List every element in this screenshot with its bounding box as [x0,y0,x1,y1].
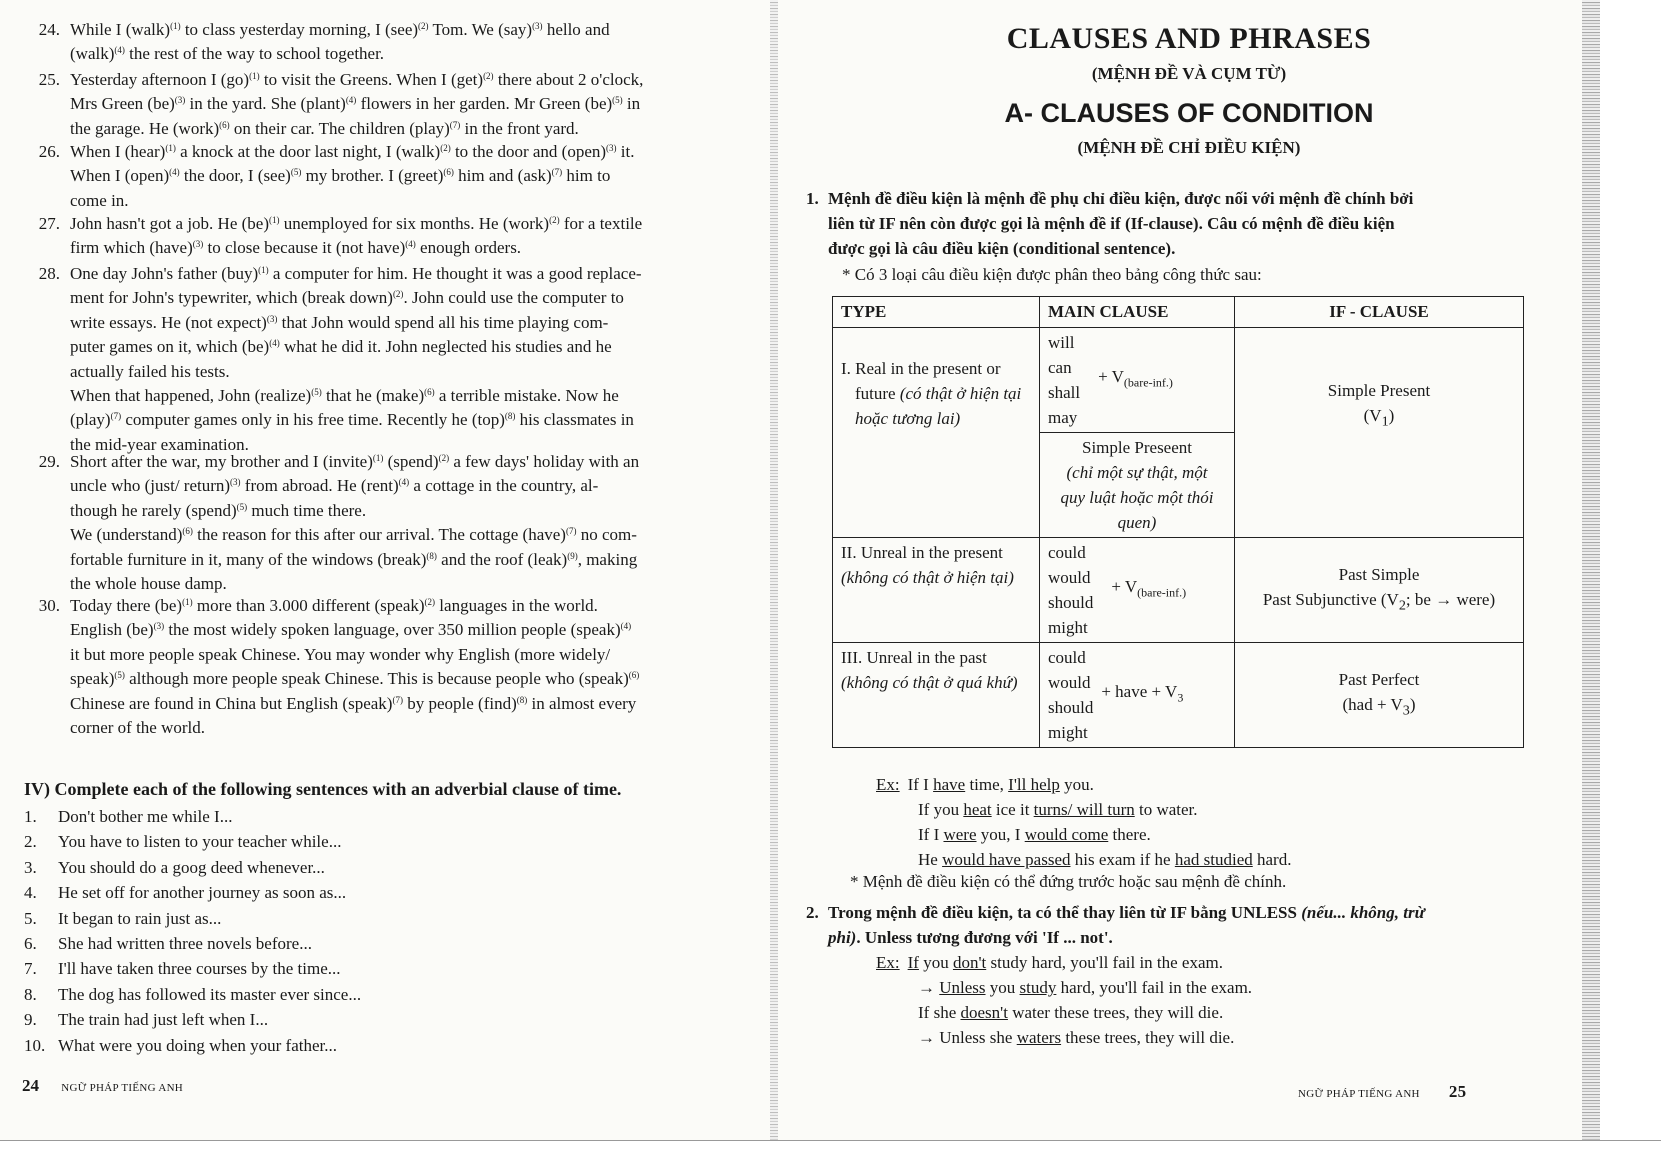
task-number: 9. [24,1010,37,1030]
modal-verb: could [1048,543,1086,562]
exercise-line: ment for John's typewriter, which (break down)$^{(2)}$. John could use the computer to [70,288,624,308]
if-clause-cell [1235,538,1524,643]
modal-list [1048,645,1093,745]
point-2-line: Trong mệnh đề điều kiện, ta có thể thay liên từ IF bằng UNLESS (nếu... không, trừ [828,903,1425,922]
example-line: If I were you, I would come there. [918,825,1151,844]
exercise-line: When I (hear)$^{(1)}$ a knock at the door last night, I (walk)$^{(2)}$ to the door and (open)$^{(3)}$ it. [70,142,635,161]
modal-list [1048,330,1080,430]
point-1-text [828,186,1528,261]
main-clause-cell [1040,433,1235,538]
footer-text: NGỮ PHÁP TIẾNG ANH [1298,1088,1420,1100]
task-item [24,982,724,1008]
exercise-line: come in. [70,190,129,210]
table-header-row [833,297,1524,328]
header-if-clause: IF - CLAUSE [1235,297,1524,328]
point-1-line: liên từ IF nên còn được gọi là mệnh đề if (If-clause). Câu có mệnh đề điều kiện [828,214,1395,233]
task-number: 1. [24,807,37,826]
left-page [0,0,778,1140]
page-number: 25 [1448,1082,1467,1101]
example-line: If you heat ice it turns/ will turn to water. [918,800,1198,819]
modal-verb: would [1048,568,1091,587]
modal-verb: might [1048,618,1088,637]
scan-bottom-strip [0,1140,1661,1170]
type-label-vi: (không có thật ở hiện tại) [841,568,1014,587]
examples-block-2 [876,950,1516,1050]
right-page [778,0,1600,1140]
exercise-line: the garage. He (work)$^{(6)}$ on their car. The children (play)$^{(7)}$ in the front yard. [70,118,579,138]
type-cell [833,538,1040,643]
page-edge [1582,0,1600,1140]
task-text: Don't bother me while I... [58,807,233,826]
type-label-vi: (không có thật ở quá khứ) [841,673,1018,692]
task-item [24,956,724,982]
verb-formula: + $V_{(bare-inf.)}$ [1098,367,1173,390]
task-text: He set off for another journey as soon as... [58,883,347,903]
task-number: 6. [24,934,37,953]
exercise-line: John hasn't got a job. He (be)$^{(1)}$ unemployed for six months. He (work)$^{(2)}$ for a textile [70,214,643,233]
type-label-cont: future (có thật ở hiện tại hoặc tương lai) [855,384,1022,428]
left-footer [22,1076,183,1096]
exercise-line: the mid-year examination. [70,434,249,454]
table-row [833,328,1524,433]
task-item [24,1033,724,1059]
modal-verb: should [1048,698,1094,717]
task-number: 5. [24,908,37,928]
modal-list [1048,540,1093,640]
type-label-vi: (có thật ở hiện tại hoặc tương lai) [855,384,1022,428]
if-clause-tense: Past Perfect [1338,669,1420,689]
modal-verb: could [1048,648,1086,667]
exercise-line: firm which (have)$^{(3)}$ to close because it (not have)$^{(4)}$ enough orders. [70,238,522,258]
exercise-line: the whole house damp. [70,574,227,594]
examples-lines [876,950,1516,1050]
example-line: He would have passed his exam if he had studied hard. [918,850,1292,869]
table-row [833,538,1524,643]
if-clause-cell [1235,328,1524,538]
header-type: TYPE [833,297,1040,328]
section-subtitle: A- CLAUSES OF CONDITION [1004,98,1374,128]
task-number: 2. [24,832,37,852]
exercise-line: When I (open)$^{(4)}$ the door, I (see)$^{(5)}$ my brother. I (greet)$^{(6)}$ him and (ask)$^{(7)}$ him to [70,166,611,186]
exercise-line: Yesterday afternoon I (go)$^{(1)}$ to visit the Greens. When I (get)$^{(2)}$ there about 2 o'clock, [70,70,644,89]
if-clause-form: Past Subjunctive ($V_2$; be → were) [1262,589,1496,614]
exercise-line: We (understand)$^{(6)}$ the reason for this after our arrival. The cottage (have)$^{(7)}$ no com- [70,525,637,545]
exercise-line: uncle who (just/ return)$^{(3)}$ from abroad. He (rent)$^{(4)}$ a cottage in the country, al- [70,476,599,496]
example-line: → Unless she waters these trees, they will die. [918,1028,1235,1047]
exercise-line: English (be)$^{(3)}$ the most widely spoken language, over 350 million people (speak)$^{(4)}$ [70,620,632,640]
point-1-line: được gọi là câu điều kiện (conditional sentence). [828,239,1176,258]
point-1 [806,186,1528,261]
point-2-line: phi). Unless tương đương với 'If ... not'. [828,928,1113,947]
exercise-line: While I (walk)$^{(1)}$ to class yesterday morning, I (see)$^{(2)}$ Tom. We (say)$^{(3)}$ hello and [70,20,610,39]
exercise-line: speak)$^{(5)}$ although more people speak Chinese. This is because people who (speak)$^{(6)}$ [70,669,640,689]
conditional-table [832,296,1524,748]
exercise-number: 25. [38,70,60,89]
task-item [24,804,724,830]
exercise-item [30,212,740,261]
exercise-item [30,68,740,141]
page-title-vi: (MỆNH ĐỀ VÀ CỤM TỪ) [1091,64,1287,83]
if-clause-tense: Simple Present [1327,381,1431,400]
exercise-line: though he rarely (spend)$^{(5)}$ much time there. [70,500,367,520]
exercise-line: One day John's father (buy)$^{(1)}$ a computer for him. He thought it was a good replace- [70,264,642,283]
exercise-number: 28. [38,264,60,283]
main-clause-tense-vi: (chỉ một sự thật, một quy luật hoặc một thói quen) [1060,463,1214,532]
type-label: II. Unreal in the present [841,543,1003,562]
task-text: The train had just left when I... [58,1010,269,1030]
exercise-number: 27. [38,214,60,233]
page-number: 24 [22,1076,39,1095]
exercise-number: 29. [38,452,60,471]
point-1-line: Mệnh đề điều kiện là mệnh đề phụ chỉ điều kiện, được nối với mệnh đề chính bởi [828,189,1414,208]
examples-lines [876,772,1516,872]
exercise-line: write essays. He (not expect)$^{(3)}$ that John would spend all his time playing com- [70,312,609,332]
right-footer [1298,1082,1466,1102]
modal-verb: should [1048,593,1094,612]
header-main-clause: MAIN CLAUSE [1040,297,1235,328]
task-text: I'll have taken three courses by the time... [58,959,341,979]
main-clause-tense: Simple Preseent [1081,438,1192,457]
examples-block [876,772,1516,872]
type-cell [833,643,1040,748]
task-number: 4. [24,883,37,903]
task-number: 8. [24,984,37,1004]
type-label: I. Real in the present or [841,359,1001,378]
exercise-number: 30. [38,596,60,615]
task-text: You should do a goog deed whenever... [58,857,325,877]
task-number: 3. [24,857,37,877]
exercise-item [30,450,740,596]
point-1-note: * Có 3 loại câu điều kiện được phân theo bảng công thức sau: [842,265,1262,284]
note-2: * Mệnh đề điều kiện có thể đứng trước hoặc sau mệnh đề chính. [850,872,1287,891]
exercise-line: actually failed his tests. [70,361,230,381]
main-clause-cell [1040,538,1235,643]
task-text: The dog has followed its master ever since... [58,984,362,1004]
footer-text: NGỮ PHÁP TIẾNG ANH [61,1082,184,1094]
task-text: It began to rain just as... [58,908,222,928]
point-2 [806,900,1528,950]
example-line: Ex: If I have time, I'll help you. [876,775,1094,794]
exercise-line: When that happened, John (realize)$^{(5)}$ that he (make)$^{(6)}$ a terrible mistake. Now he [70,386,619,406]
example-line: If she doesn't water these trees, they will die. [918,1003,1224,1022]
example-label: Ex: [876,775,900,794]
task-item [24,880,724,906]
modal-verb: would [1048,673,1091,692]
section-subtitle-vi: (MỆNH ĐỀ CHỈ ĐIỀU KIỆN) [1077,138,1301,157]
exercise-number: 24. [38,20,60,39]
exercise-line: (play)$^{(7)}$ computer games only in his free time. Recently he (top)$^{(8)}$ his classmates in [70,410,634,430]
exercise-item [30,262,740,457]
task-text: What were you doing when your father... [58,1035,337,1055]
exercise-item [30,140,740,213]
verb-formula: + $V_{(bare-inf.)}$ [1111,577,1187,600]
task-item [24,906,724,932]
exercise-line: corner of the world. [70,718,206,738]
modal-verb: shall [1048,383,1081,402]
point-2-text [828,900,1528,950]
modal-verb: can [1048,358,1072,377]
task-number: 7. [24,959,37,979]
exercise-line: (walk)$^{(4)}$ the rest of the way to school together. [70,44,385,64]
exercise-line: Today there (be)$^{(1)}$ more than 3.000 different (speak)$^{(2)}$ languages in the world. [70,596,598,615]
page-title: CLAUSES AND PHRASES [1006,22,1372,55]
example-line: → Unless you study hard, you'll fail in the exam. [918,978,1253,997]
section-iv-heading: IV) Complete each of the following sentences with an adverbial clause of time. [24,779,622,799]
if-clause-form: $(had + V_3)$ [1342,694,1416,719]
if-clause-tense: Past Simple [1338,564,1420,584]
task-item [24,1007,724,1033]
modal-verb: may [1048,408,1078,427]
exercise-line: Short after the war, my brother and I (invite)$^{(1)}$ (spend)$^{(2)}$ a few days' holiday with an [70,452,640,471]
main-clause-cell [1040,643,1235,748]
example-line: Ex: If you don't study hard, you'll fail in the exam. [876,953,1223,972]
task-text: You have to listen to your teacher while... [58,832,342,852]
exercise-line: it but more people speak Chinese. You may wonder why English (more widely/ [70,644,611,664]
exercise-number: 26. [38,142,60,161]
if-clause-form: $(V_1)$ [1363,406,1395,430]
main-clause-cell [1040,328,1235,433]
type-label: III. Unreal in the past [841,648,987,667]
point-2-number: 2. [806,903,819,922]
exercise-line: puter games on it, which (be)$^{(4)}$ what he did it. John neglected his studies and he [70,337,612,357]
task-item [24,829,724,855]
task-number: 10. [24,1035,46,1055]
example-label: Ex: [876,953,900,972]
modal-verb: will [1048,333,1075,352]
exercise-item [30,18,740,67]
exercise-line: fortable furniture in it, many of the windows (break)$^{(8)}$ and the roof (leak)$^{(9)}$, making [70,549,638,569]
point-1-number: 1. [806,189,819,208]
exercise-line: Chinese are found in China but English (speak)$^{(7)}$ by people (find)$^{(8)}$ in almost every [70,693,637,713]
type-cell [833,328,1040,538]
verb-formula: + have + $V_3$ [1101,682,1184,705]
if-clause-cell [1235,643,1524,748]
task-item [24,931,724,957]
table-row [833,643,1524,748]
exercise-line: Mrs Green (be)$^{(3)}$ in the yard. She (plant)$^{(4)}$ flowers in her garden. Mr Green (be)$^{(5)}$ in [70,94,641,114]
modal-verb: might [1048,723,1088,742]
exercise-item [30,594,740,740]
task-item [24,855,724,881]
task-text: She had written three novels before... [58,934,312,953]
